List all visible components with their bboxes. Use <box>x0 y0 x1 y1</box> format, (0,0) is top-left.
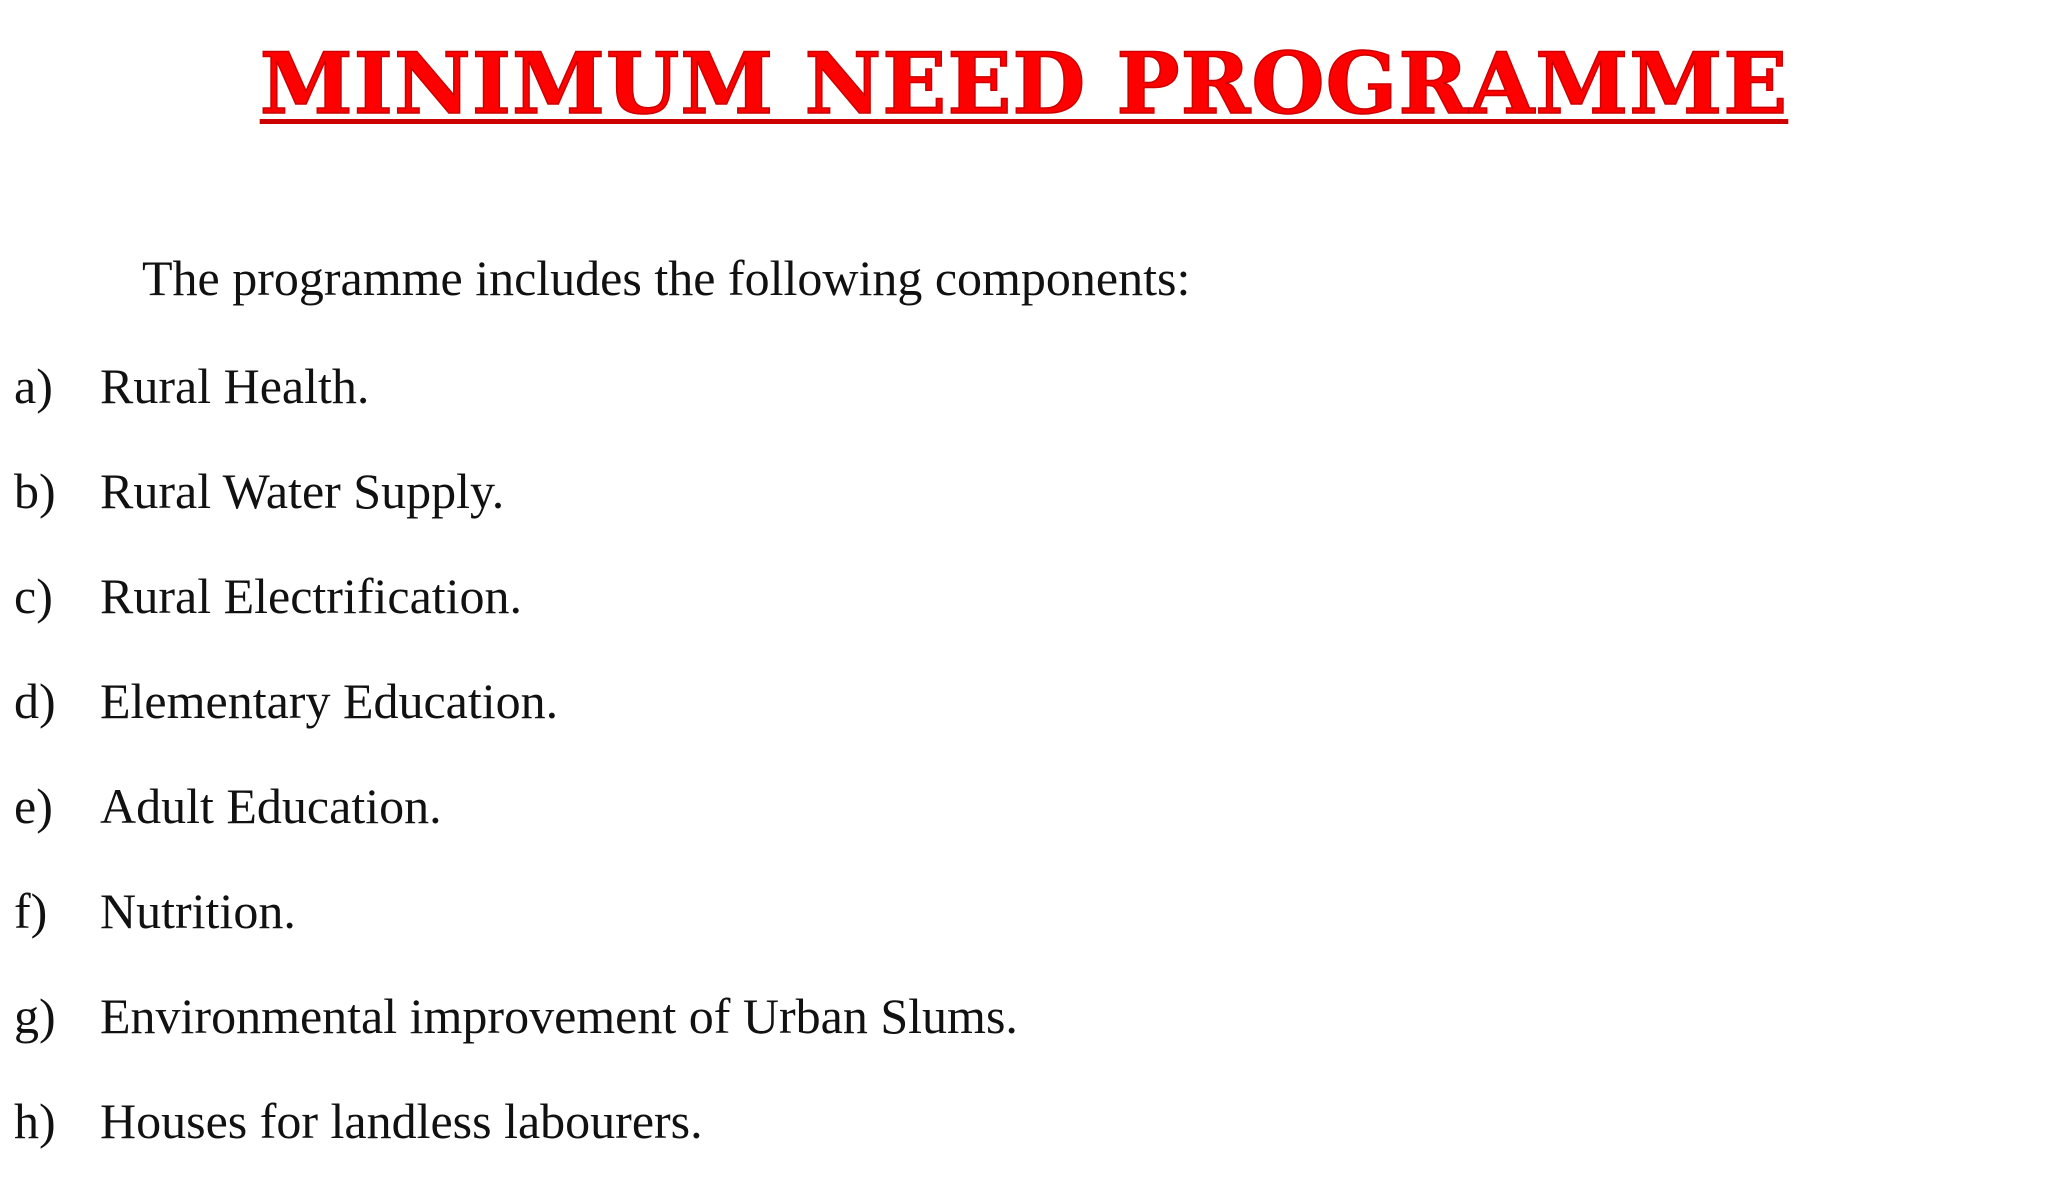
list-marker: e) <box>14 778 53 834</box>
list-marker: a) <box>14 358 53 414</box>
list-item-text: Houses for landless labourers. <box>100 1093 703 1149</box>
list-marker: h) <box>14 1093 56 1149</box>
list-item-text: Rural Water Supply. <box>100 463 505 519</box>
slide-title: MINIMUM NEED PROGRAMME <box>259 34 1789 133</box>
list-marker: b) <box>14 463 56 519</box>
list-marker: g) <box>14 988 56 1044</box>
list-marker: f) <box>14 883 48 939</box>
list-marker: d) <box>14 673 56 729</box>
list-marker: c) <box>14 568 53 624</box>
list-item-text: Environmental improvement of Urban Slums. <box>100 988 1018 1044</box>
list-item-text: Nutrition. <box>100 883 296 939</box>
list-item-text: Elementary Education. <box>100 673 559 729</box>
list-item-text: Adult Education. <box>100 778 442 834</box>
list-item-text: Rural Electrification. <box>100 568 523 624</box>
intro-text: The programme includes the following components: <box>142 250 1191 306</box>
list-item-text: Rural Health. <box>100 358 370 414</box>
